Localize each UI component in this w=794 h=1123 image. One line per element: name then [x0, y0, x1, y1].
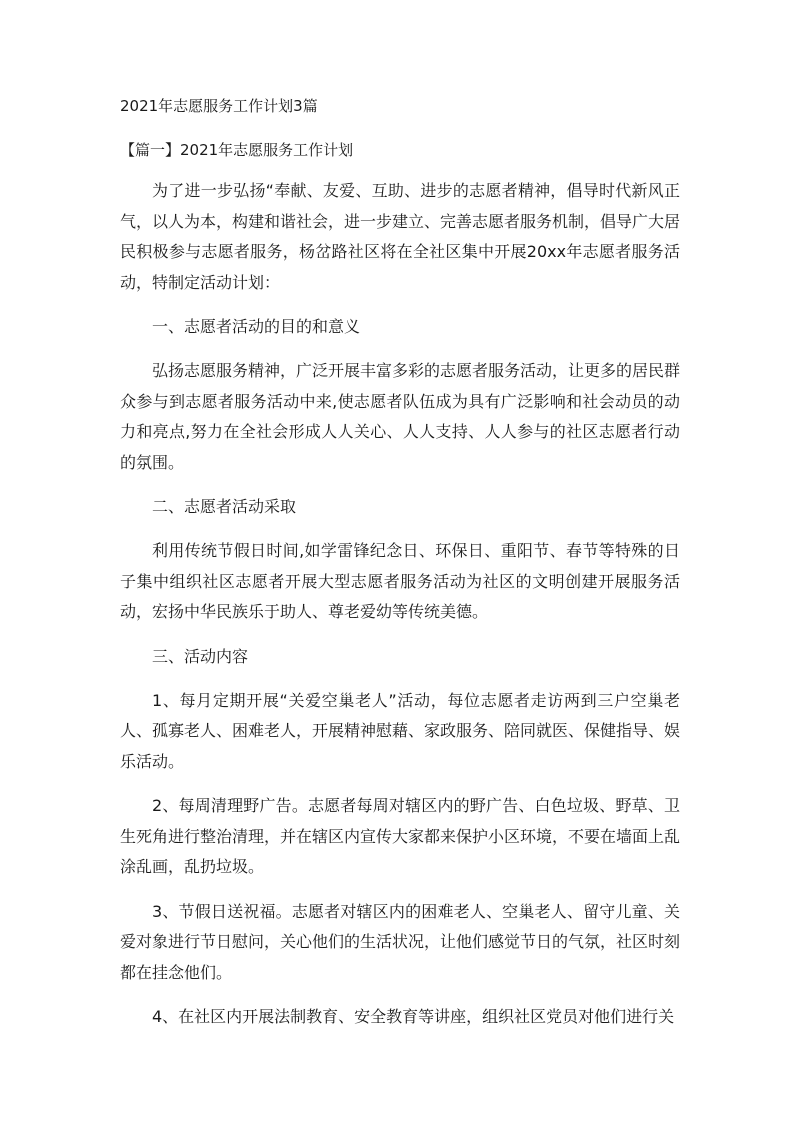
content-item-2: 2、每周清理野广告。志愿者每周对辖区内的野广告、白色垃圾、野草、卫生死角进行整治清理，并在辖区内宣传大家都来保护小区环境，不要在墙面上乱涂乱画，乱扔垃圾。: [120, 796, 681, 876]
heading-purpose: 一、志愿者活动的目的和意义: [152, 317, 361, 336]
document-body: [120, 94, 680, 1047]
content-item-1: 1、每月定期开展“关爱空巢老人”活动，每位志愿者走访两到三户空巢老人、孤寡老人、困难老人，开展精神慰藉、家政服务、陪同就医、保健指导、娱乐活动。: [120, 690, 681, 771]
intro-paragraph: 为了进一步弘扬“奉献、友爱、互助、进步的志愿者精神，倡导时代新风正气，以人为本，构建和谐社会，进一步建立、完善志愿者服务机制，倡导广大居民积极参与志愿者服务，杨岔路社区将在全社区集中开展20xx年志愿者服务活动，特制定活动计划：: [120, 181, 681, 292]
content-item-4: 4、在社区内开展法制教育、安全教育等讲座，组织社区党员对他们进行关: [152, 1007, 675, 1026]
purpose-paragraph: 弘扬志愿服务精神，广泛开展丰富多彩的志愿者服务活动，让更多的居民群众参与到志愿者服务活动中来,使志愿者队伍成为具有广泛影响和社会动员的动力和亮点,努力在全社会形成人人关心、人人支持、人人参与的社区志愿者行动的氛围。: [120, 361, 681, 472]
content-item-3: 3、节假日送祝福。志愿者对辖区内的困难老人、空巢老人、留守儿童、关爱对象进行节日慰问，关心他们的生活状况，让他们感觉节日的气氛，社区时刻都在挂念他们。: [120, 901, 681, 982]
method-paragraph: 利用传统节假日时间,如学雷锋纪念日、环保日、重阳节、春节等特殊的日子集中组织社区志愿者开展大型志愿者服务活动为社区的文明创建开展服务活动，宏扬中华民族乐于助人、尊老爱幼等传统美德。: [120, 541, 680, 621]
heading-method: 二、志愿者活动采取: [152, 497, 297, 516]
section-title: 【篇一】2021年志愿服务工作计划: [120, 141, 354, 159]
document-title: 2021年志愿服务工作计划3篇: [120, 97, 318, 115]
heading-content: 三、活动内容: [152, 646, 249, 666]
